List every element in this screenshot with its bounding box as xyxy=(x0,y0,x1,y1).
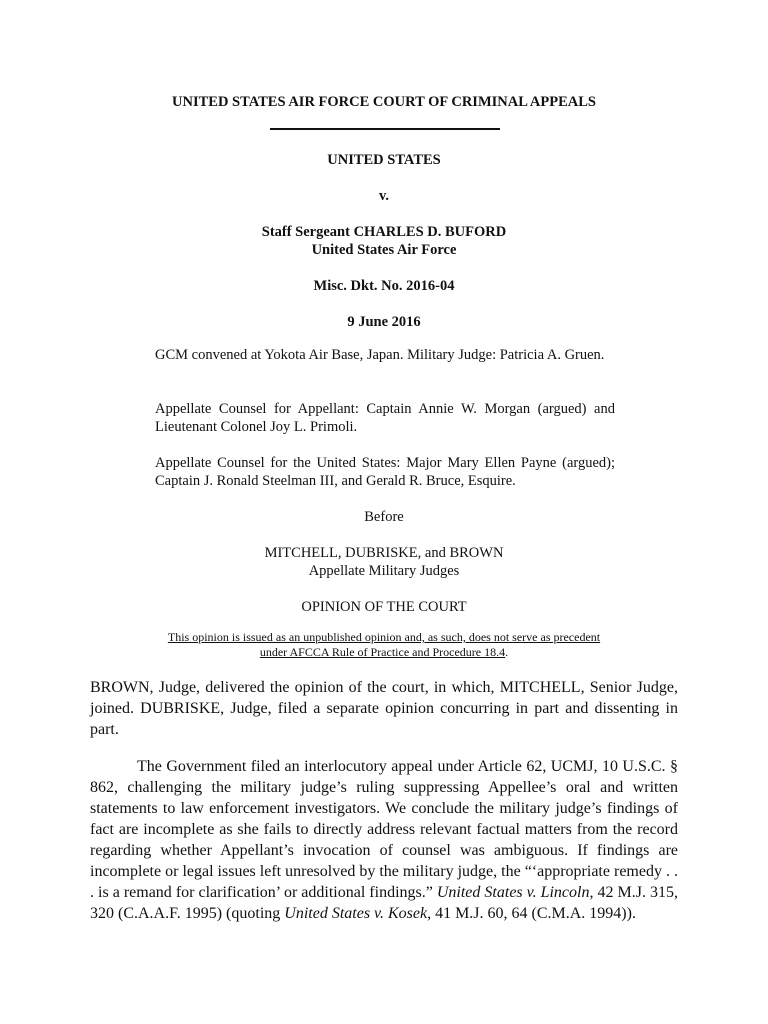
before-label: Before xyxy=(364,509,404,525)
panel-title: Appellate Military Judges xyxy=(308,563,460,579)
case-citation-kosek: United States v. Kosek xyxy=(284,905,428,922)
gcm-details: GCM convened at Yokota Air Base, Japan. Military Judge: Patricia A. Gruen. xyxy=(155,347,605,363)
notice-period: . xyxy=(505,644,509,659)
defendant-service: United States Air Force xyxy=(311,242,457,258)
notice-line-1: This opinion is issued as an unpublished opinion and, as such, does not serve as precedent xyxy=(167,630,601,644)
paragraph-2-text-a: The Government filed an interlocutory appeal under Article 62, UCMJ, 10 U.S.C. § 862, challenging the military judge’s ruling suppressing Appellee’s oral and written statements to law enforcement investigators. We conclude the military judge’s findings of fact are incomplete as she fails to directly address relevant factual matters from the record regarding whether Appellant’s invocation of counsel was ambiguous. If findings are incomplete or legal issues left unresolved by the military judge, the “‘appropriate remedy . . . is a remand for clarification’ or additional findings.” xyxy=(90,758,678,901)
paragraph-2-text-c: , 41 M.J. 60, 64 (C.M.A. 1994)). xyxy=(427,905,636,922)
opinion-heading: OPINION OF THE COURT xyxy=(301,599,467,615)
case-caption xyxy=(0,151,768,331)
government-counsel: Appellate Counsel for the United States: Major Mary Ellen Payne (argued); Captain J. Ronald Steelman III, and Gerald R. Bruce, Esquire. xyxy=(155,455,615,489)
unpublished-notice xyxy=(0,630,768,659)
decision-date: 9 June 2016 xyxy=(347,314,421,330)
case-citation-lincoln: United States v. Lincoln xyxy=(436,884,590,901)
versus: v. xyxy=(378,188,390,204)
defendant-name: Staff Sergeant CHARLES D. BUFORD xyxy=(261,224,507,240)
panel xyxy=(0,508,768,616)
panel-judges: MITCHELL, DUBRISKE, and BROWN xyxy=(264,545,504,561)
plaintiff: UNITED STATES xyxy=(327,152,441,168)
opinion-paragraph-1: BROWN, Judge, delivered the opinion of the court, in which, MITCHELL, Senior Judge, joined. DUBRISKE, Judge, filed a separate opinion concurring in part and dissenting in part. xyxy=(90,679,678,738)
opinion-paragraph-2 xyxy=(90,756,678,924)
title-rule xyxy=(270,128,500,130)
notice-line-2: under AFCCA Rule of Practice and Procedure 18.4 xyxy=(259,644,506,659)
paragraph-2-text-b: , 42 M.J. 315, 320 (C.A.A.F. 1995) (quoting xyxy=(90,884,678,922)
docket-number: Misc. Dkt. No. 2016-04 xyxy=(313,278,455,294)
court-name: UNITED STATES AIR FORCE COURT OF CRIMINAL APPEALS xyxy=(172,94,596,110)
appellant-counsel: Appellate Counsel for Appellant: Captain Annie W. Morgan (argued) and Lieutenant Colonel Joy L. Primoli. xyxy=(155,401,615,435)
